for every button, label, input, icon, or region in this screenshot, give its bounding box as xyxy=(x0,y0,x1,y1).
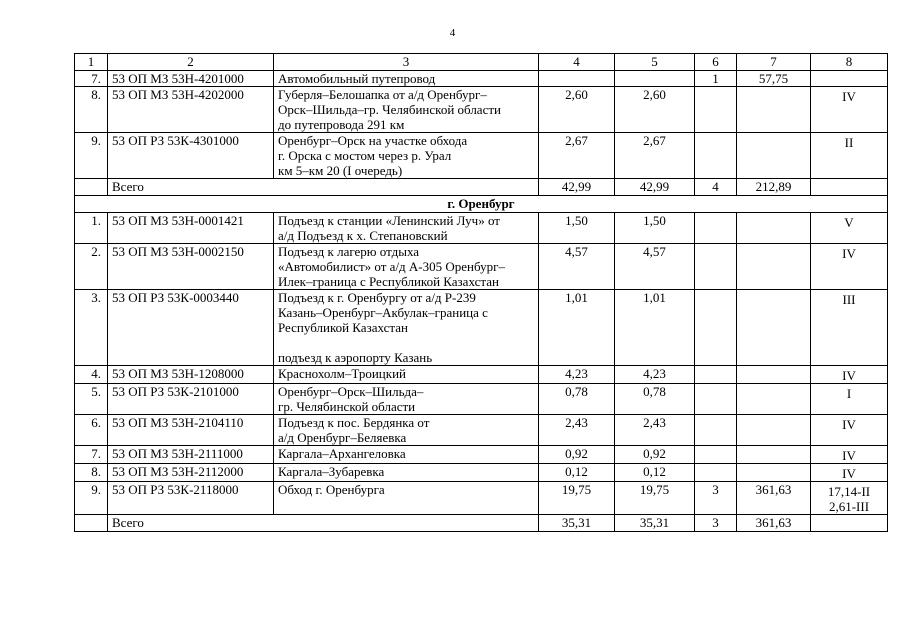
road-code: 53 ОП РЗ 53К-0003440 xyxy=(108,290,274,366)
length-hard: 4,57 xyxy=(615,244,695,290)
bridges-length xyxy=(737,213,811,244)
road-category xyxy=(811,482,888,515)
bridges-length xyxy=(737,384,811,415)
road-name xyxy=(274,213,539,244)
road-category: II xyxy=(811,133,888,179)
table-row xyxy=(75,244,888,290)
total-length: 42,99 xyxy=(539,179,615,196)
road-code: 53 ОП МЗ 53Н-2112000 xyxy=(108,464,274,482)
total-empty-cell xyxy=(811,179,888,196)
roads-table xyxy=(74,53,888,532)
total-bridges-length: 212,89 xyxy=(737,179,811,196)
header-cell: 6 xyxy=(695,54,737,71)
row-number: 9. xyxy=(75,482,108,515)
cell-line: Губерля–Белошапка от а/д Оренбург– xyxy=(278,87,487,102)
road-name xyxy=(274,446,539,464)
total-label: Всего xyxy=(108,179,539,196)
road-name xyxy=(274,290,539,366)
bridges-length xyxy=(737,415,811,446)
bridges-count xyxy=(695,290,737,366)
bridges-count: 3 xyxy=(695,482,737,515)
row-number: 1. xyxy=(75,213,108,244)
road-code: 53 ОП МЗ 53Н-1208000 xyxy=(108,366,274,384)
cell-line: Подъезд к станции «Ленинский Луч» от xyxy=(278,213,500,228)
bridges-count xyxy=(695,87,737,133)
road-code: 53 ОП РЗ 53К-2101000 xyxy=(108,384,274,415)
length-total: 2,67 xyxy=(539,133,615,179)
row-number: 7. xyxy=(75,446,108,464)
total-row xyxy=(75,515,888,532)
length-total: 1,50 xyxy=(539,213,615,244)
road-category: IV xyxy=(811,415,888,446)
row-number: 2. xyxy=(75,244,108,290)
section-row xyxy=(75,196,888,213)
road-category: I xyxy=(811,384,888,415)
length-total: 19,75 xyxy=(539,482,615,515)
total-bridges-count: 3 xyxy=(695,515,737,532)
bridges-length xyxy=(737,366,811,384)
length-hard xyxy=(615,71,695,87)
length-hard: 0,12 xyxy=(615,464,695,482)
bridges-length xyxy=(737,244,811,290)
cell-line: км 5–км 20 (I очередь) xyxy=(278,163,403,178)
cell-line: Каргала–Архангеловка xyxy=(278,446,406,461)
bridges-count xyxy=(695,366,737,384)
road-category: IV xyxy=(811,87,888,133)
bridges-count xyxy=(695,384,737,415)
length-hard: 4,23 xyxy=(615,366,695,384)
cell-line: Обход г. Оренбурга xyxy=(278,482,385,497)
length-hard: 0,78 xyxy=(615,384,695,415)
length-hard: 0,92 xyxy=(615,446,695,464)
cell-line: Казань–Оренбург–Акбулак–граница с xyxy=(278,305,488,320)
total-bridges-count: 4 xyxy=(695,179,737,196)
road-code: 53 ОП РЗ 53К-4301000 xyxy=(108,133,274,179)
row-number: 6. xyxy=(75,415,108,446)
road-category: IV xyxy=(811,244,888,290)
total-bridges-length: 361,63 xyxy=(737,515,811,532)
road-name xyxy=(274,415,539,446)
bridges-length xyxy=(737,133,811,179)
table-row xyxy=(75,415,888,446)
cell-line: Автомобильный путепровод xyxy=(278,71,436,86)
table-row xyxy=(75,384,888,415)
bridges-length xyxy=(737,290,811,366)
header-row xyxy=(75,54,888,71)
total-length-hard: 35,31 xyxy=(615,515,695,532)
road-name xyxy=(274,133,539,179)
table-row xyxy=(75,133,888,179)
road-code: 53 ОП МЗ 53Н-2111000 xyxy=(108,446,274,464)
length-total: 2,60 xyxy=(539,87,615,133)
header-cell: 8 xyxy=(811,54,888,71)
cell-line: Каргала–Зубаревка xyxy=(278,464,385,479)
bridges-count xyxy=(695,446,737,464)
bridges-length xyxy=(737,464,811,482)
header-cell: 5 xyxy=(615,54,695,71)
road-name xyxy=(274,244,539,290)
total-row xyxy=(75,179,888,196)
road-category: IV xyxy=(811,366,888,384)
row-number: 4. xyxy=(75,366,108,384)
road-name xyxy=(274,482,539,515)
length-total: 1,01 xyxy=(539,290,615,366)
road-code: 53 ОП МЗ 53Н-4202000 xyxy=(108,87,274,133)
bridges-count xyxy=(695,213,737,244)
table-row xyxy=(75,87,888,133)
road-code: 53 ОП РЗ 53К-2118000 xyxy=(108,482,274,515)
cell-line: а/д Подъезд к х. Степановский xyxy=(278,228,448,243)
row-number: 5. xyxy=(75,384,108,415)
table-row xyxy=(75,446,888,464)
length-total: 4,23 xyxy=(539,366,615,384)
road-name xyxy=(274,71,539,87)
cell-line: 2,61-III xyxy=(828,499,870,514)
cell-line: Краснохолм–Троицкий xyxy=(278,366,406,381)
total-length: 35,31 xyxy=(539,515,615,532)
bridges-count xyxy=(695,415,737,446)
row-number: 7. xyxy=(75,71,108,87)
row-number: 3. xyxy=(75,290,108,366)
cell-line: г. Орска с мостом через р. Урал xyxy=(278,148,452,163)
length-total: 0,78 xyxy=(539,384,615,415)
header-cell: 7 xyxy=(737,54,811,71)
header-cell: 4 xyxy=(539,54,615,71)
road-name xyxy=(274,87,539,133)
road-code: 53 ОП МЗ 53Н-0002150 xyxy=(108,244,274,290)
road-category: V xyxy=(811,213,888,244)
road-category: IV xyxy=(811,464,888,482)
road-category: III xyxy=(811,290,888,366)
bridges-length xyxy=(737,87,811,133)
road-category: IV xyxy=(811,446,888,464)
cell-line: Подъезд к лагерю отдыха xyxy=(278,244,420,259)
road-code: 53 ОП МЗ 53Н-0001421 xyxy=(108,213,274,244)
table-row xyxy=(75,482,888,515)
length-hard: 19,75 xyxy=(615,482,695,515)
total-empty-cell xyxy=(811,515,888,532)
length-hard: 1,50 xyxy=(615,213,695,244)
cell-line: а/д Оренбург–Беляевка xyxy=(278,430,407,445)
total-length-hard: 42,99 xyxy=(615,179,695,196)
cell-line: Подъезд к пос. Бердянка от xyxy=(278,415,430,430)
bridges-length xyxy=(737,446,811,464)
bridges-count xyxy=(695,464,737,482)
cell-line: «Автомобилист» от а/д А-305 Оренбург– xyxy=(278,259,505,274)
header-cell: 2 xyxy=(108,54,274,71)
length-total: 0,92 xyxy=(539,446,615,464)
length-hard: 2,67 xyxy=(615,133,695,179)
row-number: 8. xyxy=(75,87,108,133)
row-number: 9. xyxy=(75,133,108,179)
total-empty-cell xyxy=(75,179,108,196)
road-category xyxy=(811,71,888,87)
total-label: Всего xyxy=(108,515,539,532)
cell-line: Илек–граница с Республикой Казахстан xyxy=(278,274,499,289)
bridges-count xyxy=(695,244,737,290)
cell-line: Оренбург–Орск на участке обхода xyxy=(278,133,468,148)
road-code: 53 ОП МЗ 53Н-4201000 xyxy=(108,71,274,87)
road-name xyxy=(274,464,539,482)
road-name xyxy=(274,384,539,415)
length-hard: 2,43 xyxy=(615,415,695,446)
header-cell: 1 xyxy=(75,54,108,71)
page-number: 4 xyxy=(449,27,456,39)
cell-line: Республикой Казахстан xyxy=(278,320,408,335)
bridges-length: 57,75 xyxy=(737,71,811,87)
header-cell: 3 xyxy=(274,54,539,71)
cell-line: 17,14-II xyxy=(827,484,871,499)
table-row xyxy=(75,366,888,384)
section-title: г. Оренбург xyxy=(75,196,888,213)
cell-line: до путепровода 291 км xyxy=(278,117,405,132)
length-total: 0,12 xyxy=(539,464,615,482)
road-code: 53 ОП МЗ 53Н-2104110 xyxy=(108,415,274,446)
length-total xyxy=(539,71,615,87)
length-hard: 2,60 xyxy=(615,87,695,133)
row-number: 8. xyxy=(75,464,108,482)
bridges-count: 1 xyxy=(695,71,737,87)
cell-line xyxy=(278,335,534,350)
total-empty-cell xyxy=(75,515,108,532)
cell-line: Орск–Шильда–гр. Челябинской области xyxy=(278,102,501,117)
bridges-count xyxy=(695,133,737,179)
cell-line: подъезд к аэропорту Казань xyxy=(278,350,433,365)
road-name xyxy=(274,366,539,384)
table-row xyxy=(75,290,888,366)
table-row xyxy=(75,213,888,244)
bridges-length: 361,63 xyxy=(737,482,811,515)
cell-line: Оренбург–Орск–Шильда– xyxy=(278,384,424,399)
table-row xyxy=(75,464,888,482)
length-total: 4,57 xyxy=(539,244,615,290)
length-total: 2,43 xyxy=(539,415,615,446)
cell-line: Подъезд к г. Оренбургу от а/д Р-239 xyxy=(278,290,476,305)
length-hard: 1,01 xyxy=(615,290,695,366)
table-row xyxy=(75,71,888,87)
cell-line: гр. Челябинской области xyxy=(278,399,416,414)
